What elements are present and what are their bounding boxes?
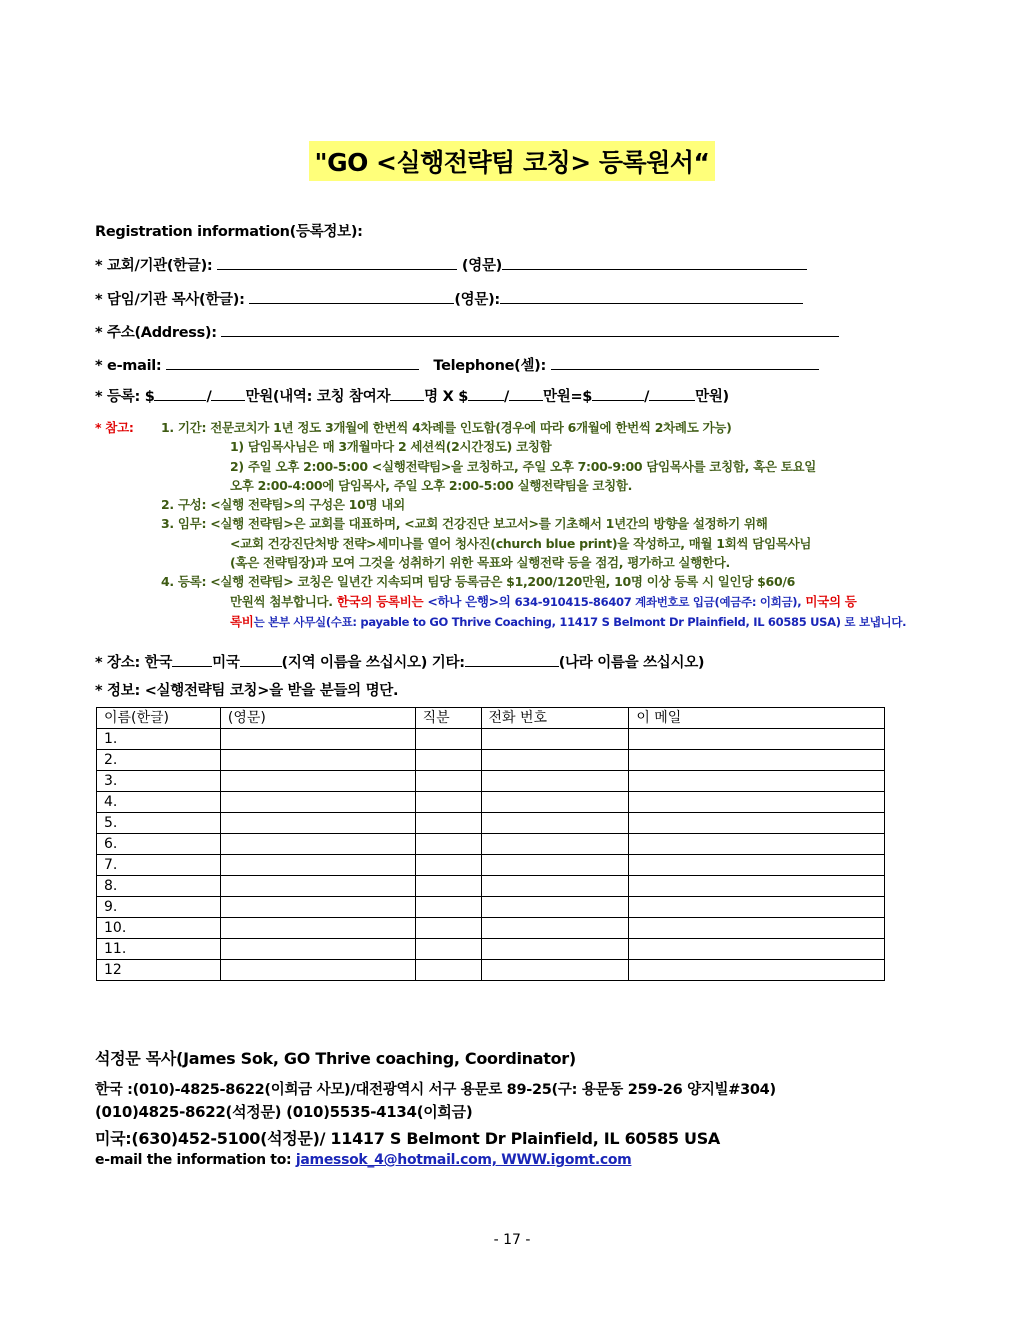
row-number: 1. bbox=[97, 729, 221, 750]
header-email: 이 메일 bbox=[629, 708, 885, 729]
table-cell[interactable] bbox=[629, 834, 885, 855]
reg-prefix: * 등록: $ bbox=[95, 389, 155, 405]
table-cell[interactable] bbox=[415, 750, 481, 771]
place-label: * 장소: 한국 bbox=[95, 655, 173, 671]
address-field[interactable] bbox=[221, 322, 839, 337]
reg-total-krw-field[interactable] bbox=[649, 386, 695, 401]
place-usa-field[interactable] bbox=[240, 652, 282, 667]
table-cell[interactable] bbox=[415, 939, 481, 960]
reg-slash-3: / bbox=[644, 389, 650, 405]
place-korea-field[interactable] bbox=[172, 652, 212, 667]
korea-fee-label: 한국의 등록비는 bbox=[336, 593, 424, 609]
reg-end-label: 만원) bbox=[695, 389, 729, 405]
table-body bbox=[97, 729, 885, 981]
church-name-en-field[interactable] bbox=[502, 255, 807, 270]
table-cell[interactable] bbox=[220, 729, 415, 750]
table-cell[interactable] bbox=[220, 897, 415, 918]
church-name-row bbox=[95, 254, 807, 275]
row-number: 6. bbox=[97, 834, 221, 855]
table-cell[interactable] bbox=[629, 939, 885, 960]
reg-krw-field[interactable] bbox=[211, 386, 245, 401]
email-field[interactable] bbox=[166, 355, 419, 370]
table-cell[interactable] bbox=[629, 813, 885, 834]
church-name-ko-field[interactable] bbox=[217, 255, 457, 270]
table-cell[interactable] bbox=[415, 813, 481, 834]
reg-per-usd-field[interactable] bbox=[468, 386, 504, 401]
note-1: 1. 기간: 전문코치가 1년 정도 3개월에 한번씩 4차례를 인도함(경우에 따라 6개월에 한번씩 2차례도 가능) bbox=[161, 420, 732, 435]
pastor-name-en-field[interactable] bbox=[500, 289, 803, 304]
note-4-line-3 bbox=[95, 612, 935, 632]
row-number: 9. bbox=[97, 897, 221, 918]
table-row bbox=[97, 918, 885, 939]
table-cell[interactable] bbox=[220, 792, 415, 813]
table-cell[interactable] bbox=[220, 834, 415, 855]
table-cell[interactable] bbox=[629, 855, 885, 876]
usa-payment-info: 는 본부 사무실(수표: payable to GO Thrive Coaching, 11417 S Belmont Dr Plainfield, IL 60585 USA) 로 보냅니다. bbox=[253, 614, 907, 629]
table-cell[interactable] bbox=[481, 918, 629, 939]
table-cell[interactable] bbox=[481, 792, 629, 813]
reg-participants-field[interactable] bbox=[390, 386, 424, 401]
row-number: 8. bbox=[97, 876, 221, 897]
note-4-text: 만원씩 첨부합니다. bbox=[230, 593, 333, 609]
usa-fee-label-end: 록비 bbox=[230, 613, 254, 629]
header-name-en: (영문) bbox=[220, 708, 415, 729]
email-website-link[interactable]: jamessok_4@hotmail.com, WWW.igomt.com bbox=[295, 1152, 632, 1168]
table-cell[interactable] bbox=[629, 792, 885, 813]
church-name-ko-label: * 교회/기관(한글): bbox=[95, 258, 213, 274]
table-cell[interactable] bbox=[220, 771, 415, 792]
address-row bbox=[95, 321, 839, 342]
row-number: 12 bbox=[97, 960, 221, 981]
table-cell[interactable] bbox=[220, 918, 415, 939]
place-row bbox=[95, 651, 704, 672]
table-cell[interactable] bbox=[415, 876, 481, 897]
table-cell[interactable] bbox=[629, 960, 885, 981]
telephone-label: Telephone(셀): bbox=[433, 358, 547, 374]
pastor-name-row bbox=[95, 288, 803, 309]
table-cell[interactable] bbox=[481, 729, 629, 750]
usa-fee-label: 미국의 등 bbox=[805, 593, 857, 609]
table-cell[interactable] bbox=[220, 876, 415, 897]
note-4-line-2 bbox=[95, 592, 935, 612]
header-position: 직분 bbox=[415, 708, 481, 729]
place-country-label: (나라 이름을 쓰십시오) bbox=[558, 655, 705, 671]
reg-total-usd-field[interactable] bbox=[592, 386, 644, 401]
table-cell[interactable] bbox=[220, 855, 415, 876]
address-label: * 주소(Address): bbox=[95, 325, 217, 341]
table-row bbox=[97, 876, 885, 897]
participants-table bbox=[96, 707, 885, 981]
table-cell[interactable] bbox=[415, 918, 481, 939]
table-cell[interactable] bbox=[415, 729, 481, 750]
table-cell[interactable] bbox=[481, 834, 629, 855]
phone-contacts: (010)4825-8622(석정문) (010)5535-4134(이희금) bbox=[95, 1103, 473, 1121]
row-number: 4. bbox=[97, 792, 221, 813]
table-cell[interactable] bbox=[415, 855, 481, 876]
place-usa-label: 미국 bbox=[212, 655, 240, 671]
table-cell[interactable] bbox=[481, 960, 629, 981]
table-cell[interactable] bbox=[220, 960, 415, 981]
table-row bbox=[97, 939, 885, 960]
note-3-line-2: <교회 건강진단처방 전략>세미나를 열어 청사진(church blue print)을 작성하고, 매월 1회씩 담임목사님 bbox=[230, 535, 812, 551]
reg-manwon-label: 만원(내역: 코칭 참여자 bbox=[245, 389, 391, 405]
table-cell[interactable] bbox=[481, 876, 629, 897]
row-number: 2. bbox=[97, 750, 221, 771]
reg-per-krw-field[interactable] bbox=[509, 386, 543, 401]
telephone-field[interactable] bbox=[551, 355, 819, 370]
table-cell[interactable] bbox=[481, 771, 629, 792]
table-row bbox=[97, 855, 885, 876]
table-row bbox=[97, 960, 885, 981]
table-cell[interactable] bbox=[415, 897, 481, 918]
table-row bbox=[97, 750, 885, 771]
header-phone: 전화 번호 bbox=[481, 708, 629, 729]
table-row bbox=[97, 813, 885, 834]
bank-name: <하나 은행>의 bbox=[427, 593, 511, 609]
korea-contact: 한국 :(010)-4825-8622(이희금 사모)/대전광역시 서구 용문로 89-25(구: 용문동 259-26 양지빌#304) bbox=[95, 1082, 776, 1098]
table-row bbox=[97, 834, 885, 855]
row-number: 7. bbox=[97, 855, 221, 876]
row-number: 11. bbox=[97, 939, 221, 960]
place-other-field[interactable] bbox=[465, 652, 559, 667]
table-cell[interactable] bbox=[415, 834, 481, 855]
header-name-ko: 이름(한글) bbox=[97, 708, 221, 729]
pastor-name-en-label: (영문): bbox=[454, 292, 500, 308]
note-1a: 1) 담임목사님은 매 3개월마다 2 세션씩(2시간정도) 코칭함 bbox=[230, 439, 552, 455]
email-row bbox=[95, 1152, 631, 1168]
table-cell[interactable] bbox=[629, 897, 885, 918]
table-row bbox=[97, 897, 885, 918]
page-number: - 17 - bbox=[493, 1232, 531, 1248]
table-row bbox=[97, 792, 885, 813]
place-region-label: (지역 이름을 쓰십시오) 기타: bbox=[281, 655, 465, 671]
email-phone-row bbox=[95, 354, 819, 375]
table-cell[interactable] bbox=[481, 897, 629, 918]
note-4-line-1: 4. 등록: <실행 전략팀> 코칭은 일년간 지속되며 팀당 등록금은 $1,200/120만원, 10명 이상 등록 시 일인당 $60/6 bbox=[161, 574, 796, 590]
table-cell[interactable] bbox=[629, 729, 885, 750]
registration-fee-row bbox=[95, 385, 729, 406]
registration-info-heading: Registration information(등록정보): bbox=[95, 224, 363, 240]
table-cell[interactable] bbox=[220, 750, 415, 771]
notes-label: * 참고: bbox=[95, 420, 134, 435]
note-3-line-3: (혹은 전략팀장)과 모여 그것을 성취하기 위한 목표와 실행전략 등을 점검, 평가하고 실행한다. bbox=[230, 555, 730, 571]
note-2: 2. 구성: <실행 전략팀>의 구성은 10명 내외 bbox=[161, 497, 405, 513]
bank-account: 634-910415-86407 계좌번호로 입금(예금주: 이희금), bbox=[514, 594, 802, 609]
table-cell[interactable] bbox=[220, 939, 415, 960]
document-title: "GO <실행전략팀 코칭> 등록원서“ bbox=[309, 141, 716, 181]
email-label: * e-mail: bbox=[95, 358, 162, 374]
table-row bbox=[97, 729, 885, 750]
table-row bbox=[97, 771, 885, 792]
table-cell[interactable] bbox=[415, 792, 481, 813]
email-info-label: e-mail the information to: bbox=[95, 1152, 292, 1168]
table-cell[interactable] bbox=[629, 918, 885, 939]
table-cell[interactable] bbox=[629, 750, 885, 771]
table-cell[interactable] bbox=[481, 855, 629, 876]
note-3-line-1: 3. 임무: <실행 전략팀>은 교회를 대표하며, <교회 건강진단 보고서>를 기초해서 1년간의 방향을 설정하기 위해 bbox=[161, 516, 768, 532]
pastor-name-ko-field[interactable] bbox=[249, 289, 454, 304]
pastor-name-ko-label: * 담임/기관 목사(한글): bbox=[95, 292, 245, 308]
usa-contact: 미국:(630)452-5100(석정문)/ 11417 S Belmont Dr Plainfield, IL 60585 USA bbox=[95, 1129, 721, 1148]
church-name-en-label: (영문) bbox=[461, 258, 502, 274]
note-1b-line-2: 오후 2:00-4:00에 담임목사, 주일 오후 2:00-5:00 실행전략팀을 코칭함. bbox=[230, 477, 633, 493]
table-cell[interactable] bbox=[481, 813, 629, 834]
table-cell[interactable] bbox=[629, 876, 885, 897]
reg-usd-field[interactable] bbox=[154, 386, 206, 401]
coordinator-name: 석정문 목사(James Sok, GO Thrive coaching, Coordinator) bbox=[95, 1049, 576, 1068]
reg-slash: / bbox=[206, 389, 212, 405]
table-cell[interactable] bbox=[415, 960, 481, 981]
reg-slash-2: / bbox=[504, 389, 510, 405]
row-number: 10. bbox=[97, 918, 221, 939]
title-wrapper bbox=[0, 141, 1024, 181]
note-1b-line-1: 2) 주일 오후 2:00-5:00 <실행전략팀>을 코칭하고, 주일 오후 7:00-9:00 담임목사를 코칭함, 혹은 토요일 bbox=[230, 458, 817, 474]
table-cell[interactable] bbox=[481, 750, 629, 771]
reg-manwon-eq-label: 만원=$ bbox=[543, 389, 593, 405]
table-cell[interactable] bbox=[415, 771, 481, 792]
table-header-row bbox=[97, 708, 885, 729]
notes-section bbox=[95, 418, 935, 632]
row-number: 5. bbox=[97, 813, 221, 834]
table-cell[interactable] bbox=[629, 771, 885, 792]
table-cell[interactable] bbox=[220, 813, 415, 834]
info-heading: * 정보: <실행전략팀 코칭>을 받을 분들의 명단. bbox=[95, 683, 399, 699]
row-number: 3. bbox=[97, 771, 221, 792]
table-cell[interactable] bbox=[481, 939, 629, 960]
reg-people-label: 명 X $ bbox=[424, 389, 469, 405]
